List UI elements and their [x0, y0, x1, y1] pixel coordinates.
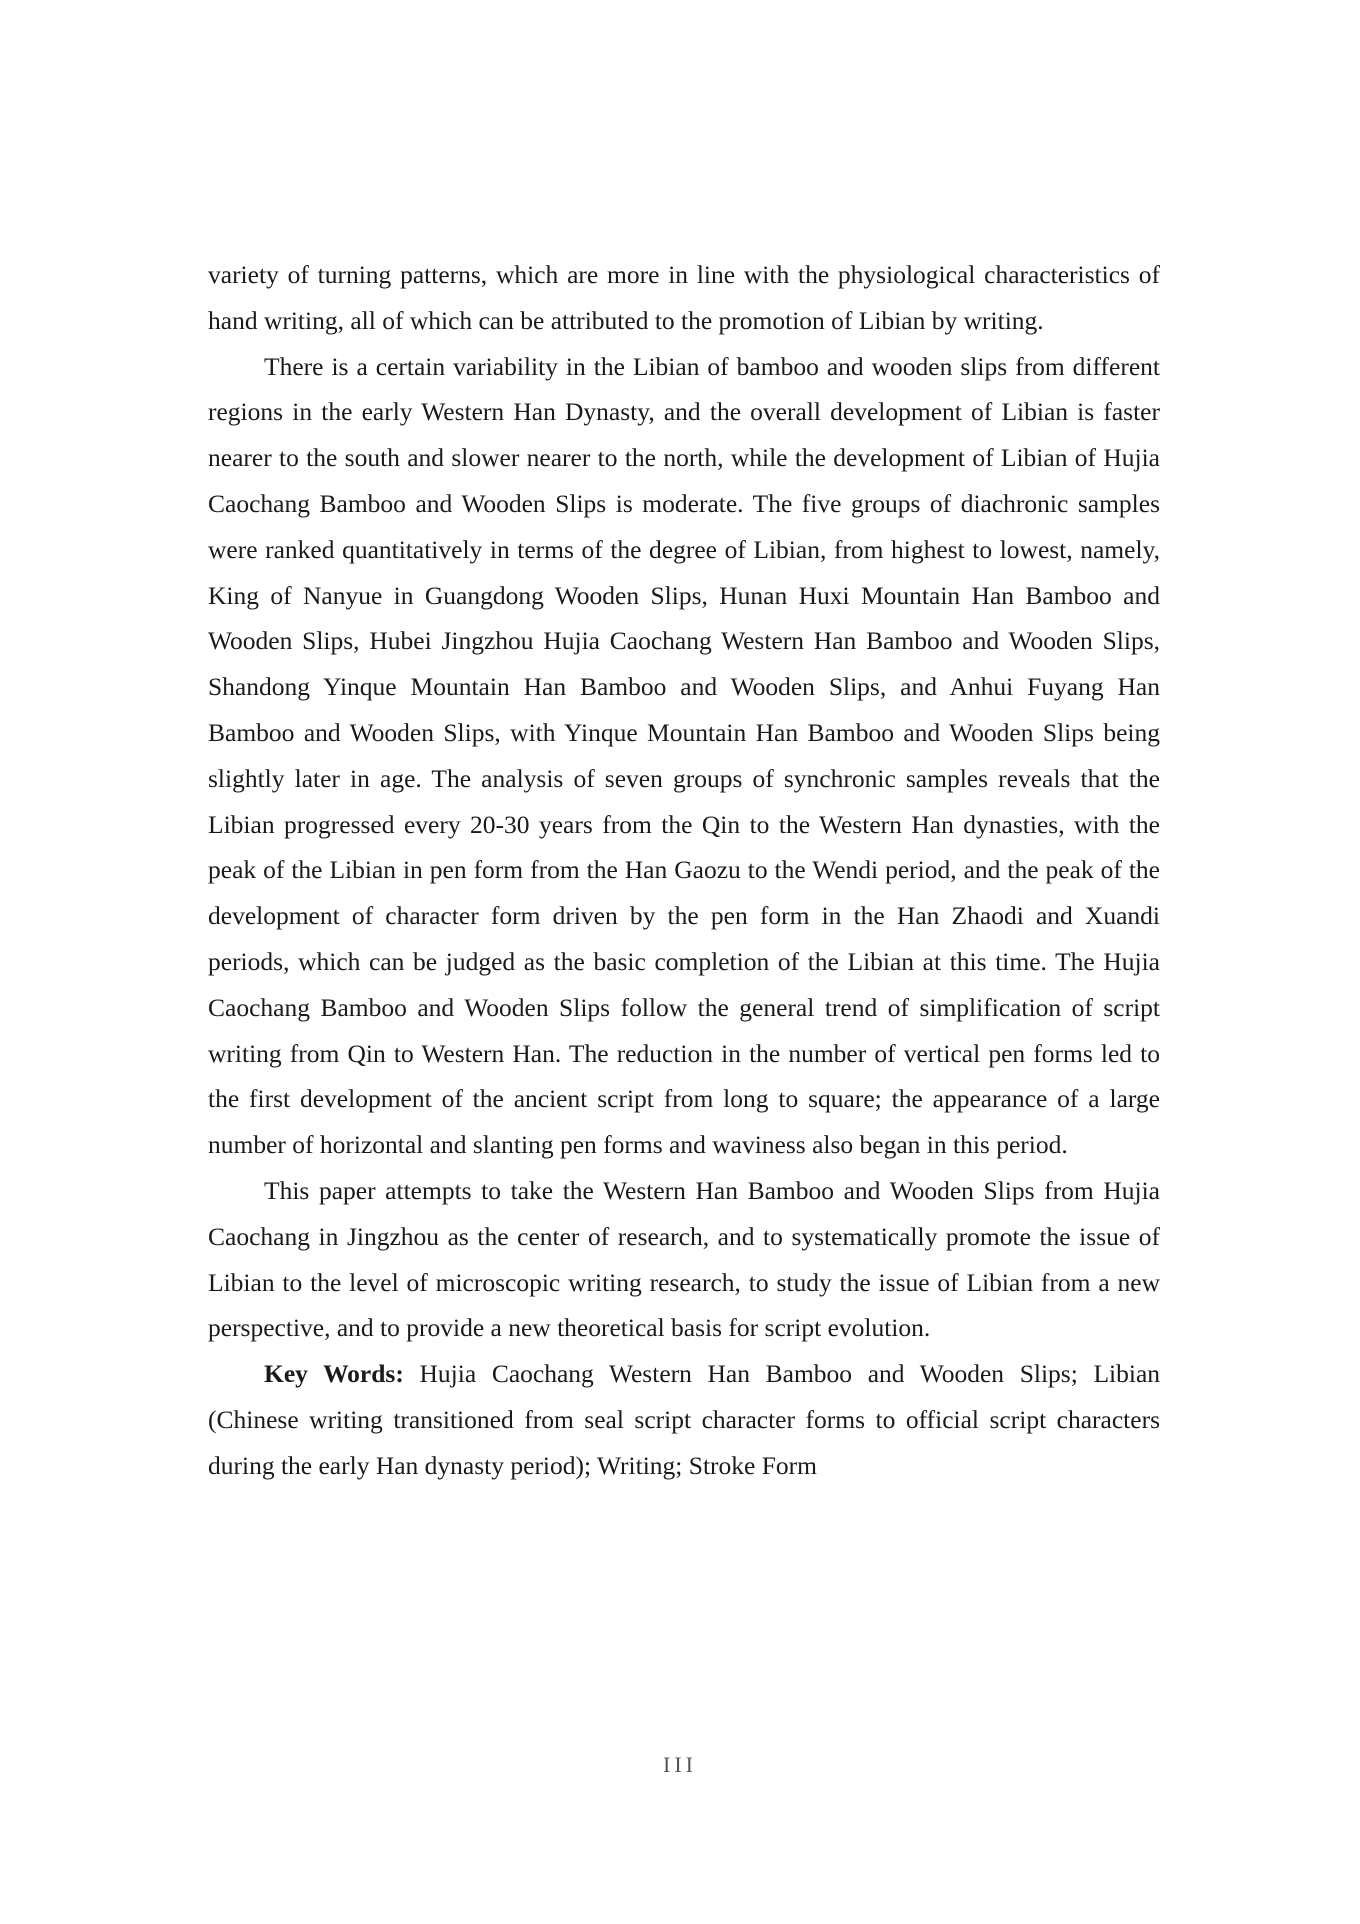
page-body — [208, 252, 1160, 1489]
page-number: III — [663, 1752, 697, 1777]
paragraph-research-aim: This paper attempts to take the Western Han Bamboo and Wooden Slips from Hujia Caochang in Jingzhou as the center of research, and to systematically promote the issue of Libian to the level of microscopic writing research, to study the issue of Libian from a new perspective, and to provide a new theoretical basis for script evolution. — [208, 1175, 1160, 1343]
paragraph-libian-variability: There is a certain variability in the Libian of bamboo and wooden slips from different regions in the early Western Han Dynasty, and the overall development of Libian is faster nearer to the south and slower nearer to the north, while the development of Libian of Hujia Caochang Bamboo and Wooden Slips is moderate. The five groups of diachronic samples were ranked quantitatively in terms of the degree of Libian, from highest to lowest, namely, King of Nanyue in Guangdong Wooden Slips, Hunan Huxi Mountain Han Bamboo and Wooden Slips, Hubei Jingzhou Hujia Caochang Western Han Bamboo and Wooden Slips, Shandong Yinque Mountain Han Bamboo and Wooden Slips, and Anhui Fuyang Han Bamboo and Wooden Slips, with Yinque Mountain Han Bamboo and Wooden Slips being slightly later in age. The analysis of seven groups of synchronic samples reveals that the Libian progressed every 20-30 years from the Qin to the Western Han dynasties, with the peak of the Libian in pen form from the Han Gaozu to the Wendi period, and the peak of the development of character form driven by the pen form in the Han Zhaodi and Xuandi periods, which can be judged as the basic completion of the Libian at this time. The Hujia Caochang Bamboo and Wooden Slips follow the general trend of simplification of script writing from Qin to Western Han. The reduction in the number of vertical pen forms led to the first development of the ancient script from long to square; the appearance of a large number of horizontal and slanting pen forms and waviness also began in this period. — [208, 351, 1160, 1160]
keywords-paragraph — [208, 1351, 1160, 1488]
paragraph-continued: variety of turning patterns, which are more in line with the physiological characteristics of hand writing, all of which can be attributed to the promotion of Libian by writing. — [208, 260, 1160, 335]
keywords-text: Hujia Caochang Western Han Bamboo and Wooden Slips; Libian (Chinese writing transitioned from seal script character forms to official script characters during the early Han dynasty period); Writing; Stroke Form — [208, 1359, 1161, 1480]
keywords-label: Key Words: — [264, 1359, 404, 1389]
